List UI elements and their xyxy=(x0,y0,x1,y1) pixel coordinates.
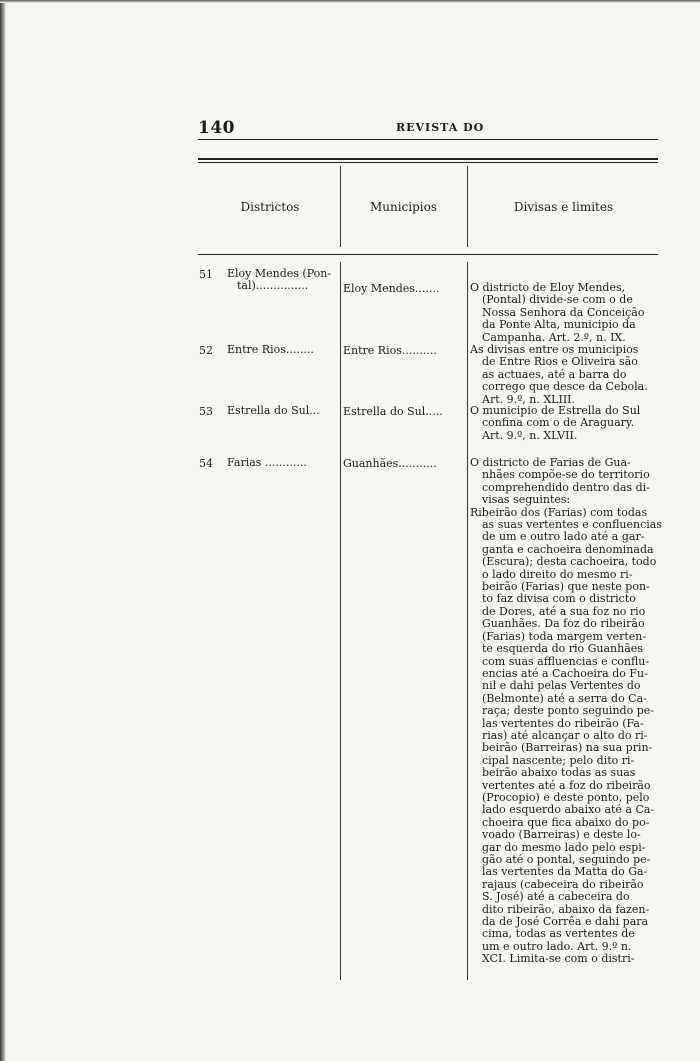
district-name-line: Eloy Mendes (Pon- xyxy=(227,267,332,280)
divisas-line: te esquerda do rio Guanhães xyxy=(482,642,643,656)
divisas-line: Ribeirão dos (Farias) com todas xyxy=(470,505,648,519)
column-header-municipios: Municipios xyxy=(369,200,438,214)
divisas-line: Art. 9.º, n. XLIII. xyxy=(482,392,576,406)
municipio-name: Estrella do Sul..... xyxy=(343,405,443,418)
divisas-line: Guanhães. Da foz do ribeirão xyxy=(482,617,645,631)
divisas-line: da de José Corrêa e dahi para xyxy=(482,915,649,929)
divisas-line: beirão abaixo todas as suas xyxy=(482,766,636,780)
divisas-line: (Farias) toda margem verten- xyxy=(482,629,647,643)
divisas-line: (Escura); desta cachoeira, todo xyxy=(482,555,657,569)
divisas-line: nhães compõe-se do territorio xyxy=(482,468,650,482)
row-number: 53 xyxy=(199,405,213,418)
divisas-line: to faz divisa com o districto xyxy=(482,592,636,606)
divisas-line: de Dores, até a sua foz no rio xyxy=(482,604,646,618)
divisas-line: com suas affluencias e conflu- xyxy=(482,654,650,668)
divisas-text xyxy=(470,405,662,442)
divisas-line: confina com o de Araguary. xyxy=(482,416,635,430)
divisas-line: Campanha. Art. 2.º, n. IX. xyxy=(482,330,626,344)
divisas-text xyxy=(470,282,662,344)
table-top-rule-thin xyxy=(198,162,658,163)
divisas-line: um e outro lado. Art. 9.º n. xyxy=(482,939,632,953)
page-number: 140 xyxy=(198,118,235,138)
divisas-line: As divisas entre os municipios xyxy=(470,343,639,356)
column-header-districtos: Districtos xyxy=(240,200,300,214)
divisas-line: visas seguintes: xyxy=(482,493,571,507)
municipio-name: Entre Rios.......... xyxy=(343,344,437,357)
row-number: 51 xyxy=(199,268,213,281)
divisas-line: gar do mesmo lado pelo espi- xyxy=(482,840,646,854)
divisas-line: encias até a Cachoeira do Fu- xyxy=(482,666,648,680)
divisas-line: o lado direito do mesmo ri- xyxy=(482,567,633,581)
divisas-line: las vertentes da Matta do Ga- xyxy=(482,865,648,879)
divisas-line: O districto de Eloy Mendes, xyxy=(470,281,626,294)
divisas-line: lado esquerdo abaixo até a Ca- xyxy=(482,803,655,817)
district-name-line: tal)............... xyxy=(237,279,309,292)
scan-edge-top xyxy=(0,0,700,3)
municipio-name: Guanhães........... xyxy=(343,457,437,470)
divisas-line: O districto de Farias de Gua- xyxy=(470,456,631,469)
table-top-rule xyxy=(198,158,658,160)
divisas-line: rajaus (cabeceira do ribeirão xyxy=(482,877,644,891)
divisas-line: dito ribeirão, abaixo da fazen- xyxy=(482,902,650,916)
divisas-line: (Belmonte) até a serra do Ca- xyxy=(482,691,647,705)
divisas-line: (Procopio) e deste ponto, pelo xyxy=(482,790,650,804)
divisas-line: choeira que fica abaixo do po- xyxy=(482,815,650,829)
divisas-line: as suas vertentes e confluencias xyxy=(482,518,662,532)
divisas-line: Art. 9.º, n. XLVII. xyxy=(482,428,578,442)
divisas-line: cima, todas as vertentes de xyxy=(482,927,635,941)
divisas-line: as actuaes, até a barra do xyxy=(482,367,627,381)
divisas-line: ganta e cachoeira denominada xyxy=(482,542,654,556)
divisas-line: Nossa Senhora da Conceição xyxy=(482,305,645,319)
district-name: Farias ............ xyxy=(227,456,307,469)
divisas-line: gão até o pontal, seguindo pe- xyxy=(482,853,651,866)
divisas-line: vertentes até a foz do ribeirão xyxy=(482,778,651,792)
district-name: Estrella do Sul... xyxy=(227,404,320,417)
divisas-line: de Entre Rios e Oliveira são xyxy=(482,355,638,369)
column-divider xyxy=(340,262,341,980)
divisas-line: S. José) até a cabeceira do xyxy=(482,890,630,904)
municipio-name: Eloy Mendes....... xyxy=(343,282,440,295)
divisas-line: beirão (Farias) que neste pon- xyxy=(482,580,650,594)
row-number: 52 xyxy=(199,344,213,357)
scan-edge xyxy=(0,0,6,1061)
divisas-line: rias) até alcançar o alto do ri- xyxy=(482,728,648,742)
divisas-text xyxy=(470,344,662,406)
divisas-line: las vertentes do ribeirão (Fa- xyxy=(482,716,644,730)
district-name xyxy=(227,268,340,292)
divisas-line: voado (Barreiras) e deste lo- xyxy=(482,828,641,842)
divisas-line: XCI. Limita-se com o distri- xyxy=(482,952,635,966)
table-header-rule xyxy=(198,254,658,255)
district-name: Entre Rios........ xyxy=(227,343,314,356)
divisas-line: beirão (Barreiras) na sua prin- xyxy=(482,741,653,755)
divisas-line: nil e dahi pelas Vertentes do xyxy=(482,679,641,693)
divisas-line: da Ponte Alta, municipio da xyxy=(482,318,636,332)
divisas-line: (Pontal) divide-se com o de xyxy=(482,293,633,307)
running-head: REVISTA DO xyxy=(396,121,485,134)
divisas-line: de um e outro lado até a gar- xyxy=(482,530,645,544)
header-rule xyxy=(198,139,658,140)
divisas-line: comprehendido dentro das di- xyxy=(482,480,650,494)
divisas-line: cipal nascente; pelo dito ri- xyxy=(482,753,635,767)
divisas-line: raça; deste ponto seguindo pe- xyxy=(482,704,654,718)
column-header-divisas: Divisas e limites xyxy=(513,200,614,214)
divisas-text xyxy=(470,457,662,966)
divisas-line: O municipio de Estrella do Sul xyxy=(470,404,641,417)
row-number: 54 xyxy=(199,457,213,470)
divisas-line: corrego que desce da Cebola. xyxy=(482,380,648,394)
column-divider xyxy=(467,262,468,980)
